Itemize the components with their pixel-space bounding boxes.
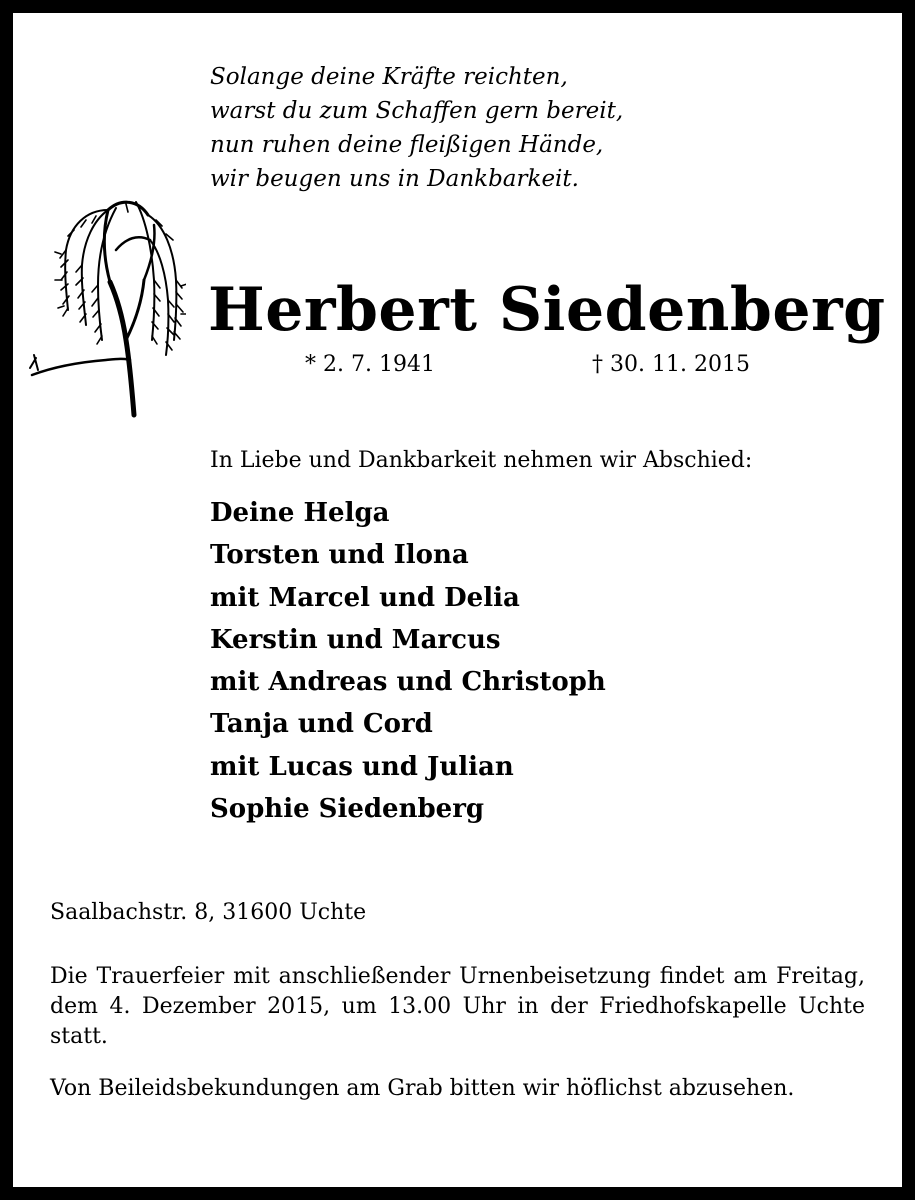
- family-member: mit Lucas und Julian: [210, 751, 514, 782]
- family-member: mit Andreas und Christoph: [210, 667, 606, 698]
- address: Saalbachstr. 8, 31600 Uchte: [50, 900, 367, 925]
- poem-line: Solange deine Kräfte reichten,: [210, 64, 568, 90]
- family-list: [210, 492, 606, 830]
- poem: [210, 60, 623, 196]
- poem-line: wir beugen uns in Dankbarkeit.: [210, 166, 579, 192]
- death-date: † 30. 11. 2015: [592, 352, 750, 377]
- poem-line: warst du zum Schaffen gern bereit,: [210, 98, 624, 124]
- farewell-intro: In Liebe und Dankbarkeit nehmen wir Abschied:: [210, 448, 753, 473]
- family-member: Sophie Siedenberg: [210, 794, 485, 825]
- deceased-name: Herbert Siedenberg: [208, 275, 886, 345]
- poem-line: nun ruhen deine fleißigen Hände,: [210, 132, 604, 158]
- family-member: Kerstin und Marcus: [210, 624, 501, 655]
- family-member: mit Marcel und Delia: [210, 582, 520, 613]
- family-member: Tanja und Cord: [210, 709, 433, 740]
- funeral-info-paragraph: Die Trauerfeier mit anschließender Urnenbeisetzung findet am Freitag, dem 4. Dezember 2015, um 13.00 Uhr in der Friedhofskapelle Uchte statt.: [50, 964, 865, 1049]
- condolence-request-paragraph: Von Beileidsbekundungen am Grab bitten wir höflichst abzusehen.: [50, 1076, 795, 1101]
- family-member: Torsten und Ilona: [210, 540, 469, 571]
- birth-date: * 2. 7. 1941: [305, 352, 435, 377]
- weeping-willow-icon: [26, 190, 186, 420]
- family-member: Deine Helga: [210, 498, 390, 528]
